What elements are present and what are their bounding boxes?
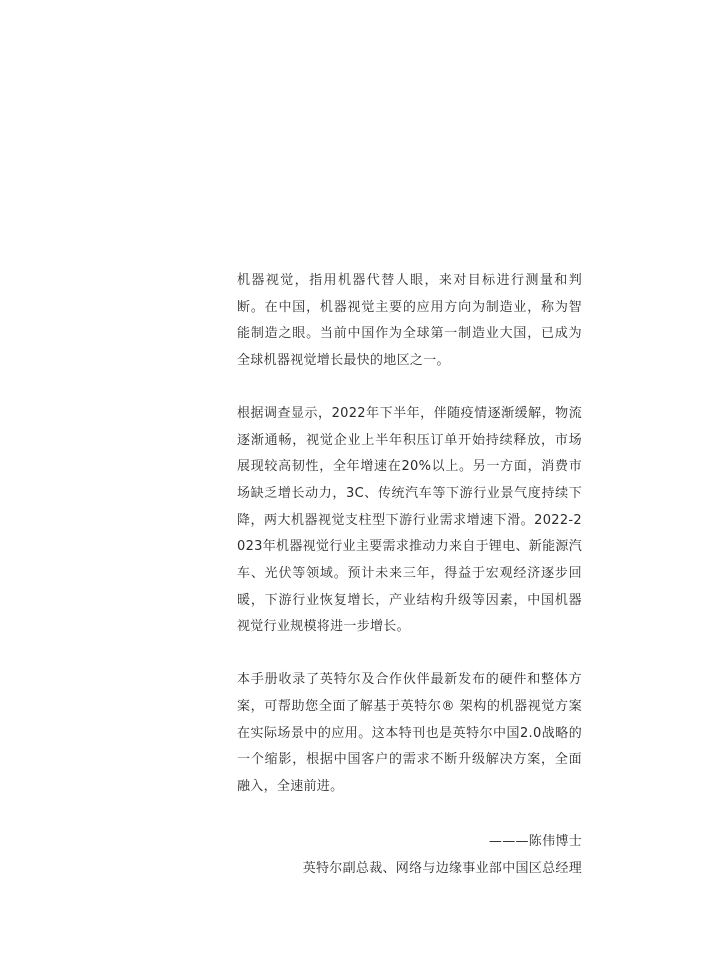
- foreword-body: [237, 268, 582, 801]
- signature-name: ———陈伟博士: [488, 834, 582, 849]
- paragraph-handbook: 本手册收录了英特尔及合作伙伴最新发布的硬件和整体方案，可帮助您全面了解基于英特尔® 架构的机器视觉方案在实际场景中的应用。这本特刊也是英特尔中国2.0战略的一个缩影，根据中国客户的需求不断升级解决方案，全面融入，全速前进。: [237, 672, 582, 794]
- signature-title: 英特尔副总裁、网络与边缘事业部中国区总经理: [302, 861, 582, 876]
- paragraph-intro: 机器视觉，指用机器代替人眼，来对目标进行测量和判断。在中国，机器视觉主要的应用方向为制造业，称为智能制造之眼。当前中国作为全球第一制造业大国，已成为全球机器视觉增长最快的地区之一。: [237, 273, 582, 369]
- paragraph-market-survey: 根据调查显示，2022年下半年，伴随疫情逐渐缓解，物流逐渐通畅，视觉企业上半年积压订单开始持续释放，市场展现较高韧性，全年增速在20%以上。另一方面，消费市场缺乏增长动力，3C、传统汽车等下游行业景气度持续下降，两大机器视觉支柱型下游行业需求增速下滑。2022-2023年机器视觉行业主要需求推动力来自于锂电、新能源汽车、光伏等领域。预计未来三年，得益于宏观经济逐步回暖，下游行业恢复增长，产业结构升级等因素，中国机器视觉行业规模将进一步增长。: [237, 405, 582, 635]
